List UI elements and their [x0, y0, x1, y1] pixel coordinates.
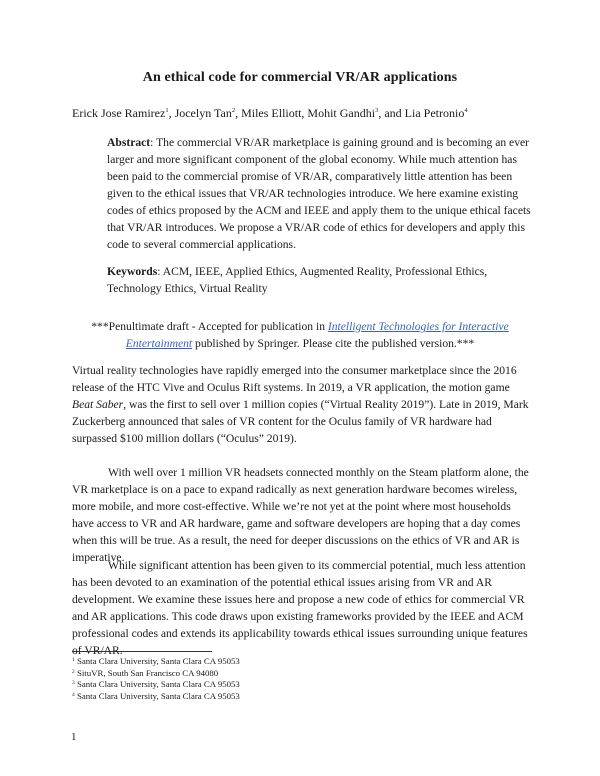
author-affiliation-marker: 3 — [375, 107, 379, 114]
author-name: Jocelyn Tan — [174, 106, 232, 120]
abstract — [107, 134, 532, 253]
abstract-label: Abstract — [107, 136, 151, 149]
publication-note — [72, 318, 528, 352]
keywords-text: : ACM, IEEE, Applied Ethics, Augmented Reality, Professional Ethics, Technology Ethics, Virtual Reality — [107, 265, 488, 295]
paragraph-text: Virtual reality technologies have rapidly emerged into the consumer marketplace since the 2016 release of the HTC Vive and Oculus Rift systems. In 2019, a VR application, the motion game — [72, 364, 517, 394]
body-paragraph-2: With well over 1 million VR headsets connected monthly on the Steam platform alone, the VR marketplace is on a pace to expand radically as next generation hardware becomes wireless, more mobile, and more cost-effective. While we’re not yet at the point where most households have access to VR and AR hardware, game and software developers are hoping that a day comes when this will be true. As a result, the need for deeper discussions on the ethics of VR and AR is imperative. — [72, 466, 529, 564]
author-separator: , and — [378, 106, 405, 120]
footnote-number: 1 — [72, 657, 75, 663]
footnote-number: 2 — [72, 668, 75, 675]
footnote-number: 3 — [72, 680, 75, 686]
author-affiliation-marker: 2 — [231, 107, 236, 114]
page-number: 1 — [71, 731, 77, 743]
author-affiliation-marker: 4 — [464, 107, 468, 114]
journal-link[interactable]: Intelligent Technologies for Interactive Entertainment — [125, 320, 509, 350]
author-name: Lia Petronio — [404, 106, 465, 120]
author-separator: , — [301, 106, 308, 120]
author-separator: , — [168, 106, 175, 120]
footnote-divider — [72, 651, 212, 652]
keywords-label: Keywords — [107, 265, 158, 278]
publication-note-suffix: published by Springer. Please cite the published version.*** — [192, 337, 475, 350]
author-affiliation-marker: 1 — [165, 107, 169, 114]
abstract-text: : The commercial VR/AR marketplace is gaining ground and is becoming an ever larger and more significant component of the global economy. While much attention has been paid to the commercial promise of VR/AR, comparatively little attention has been given to the ethical issues that VR/AR technologies introduce. We here examine existing codes of ethics proposed by the ACM and IEEE and apply them to the unique ethical facets that VR/AR introduces. We propose a VR/AR code of ethics for developers and apply this code to several commercial applications. — [107, 136, 531, 251]
footnote-text: Santa Clara University, Santa Clara CA 95053 — [76, 679, 240, 689]
publication-note-prefix: ***Penultimate draft - Accepted for publication in — [91, 320, 328, 333]
footnote — [72, 668, 372, 680]
footnote-text: Santa Clara University, Santa Clara CA 95053 — [76, 656, 240, 666]
keywords — [107, 263, 532, 297]
footnote — [72, 656, 372, 668]
footnote — [72, 691, 372, 703]
author-name: Erick Jose Ramirez — [72, 106, 166, 120]
footnote — [72, 679, 372, 691]
footnote-text: Santa Clara University, Santa Clara CA 95053 — [76, 690, 240, 701]
author-name: Mohit Gandhi — [307, 106, 376, 120]
author-name: Miles Elliott — [241, 106, 302, 120]
body-paragraph-3: While significant attention has been given to its commercial potential, much less attention has been devoted to an examination of the potential ethical issues arising from VR and AR development. We examine these issues here and propose a new code of ethics for commercial VR and AR applications. This code draws upon existing frameworks provided by the IEEE and ACM professional codes and extends its applicability towards ethical issues surrounding unique features of VR/AR. — [72, 559, 528, 657]
paper-title: An ethical code for commercial VR/AR applications — [142, 70, 458, 85]
body-paragraph-1 — [72, 362, 529, 447]
author-separator: , — [235, 106, 242, 120]
footnote-text: SituVR, South San Francisco CA 94080 — [76, 667, 219, 678]
author-list — [72, 105, 542, 122]
game-title: Beat Saber — [72, 398, 124, 411]
footnotes — [72, 656, 372, 702]
paragraph-text: , was the first to sell over 1 million copies (“Virtual Reality 2019”). Late in 2019, Mark Zuckerberg announced that sales of VR content for the Oculus family of VR hardware had surpassed $100 million dollars (“Oculus” 2019). — [72, 398, 529, 445]
footnote-number: 4 — [72, 691, 75, 698]
